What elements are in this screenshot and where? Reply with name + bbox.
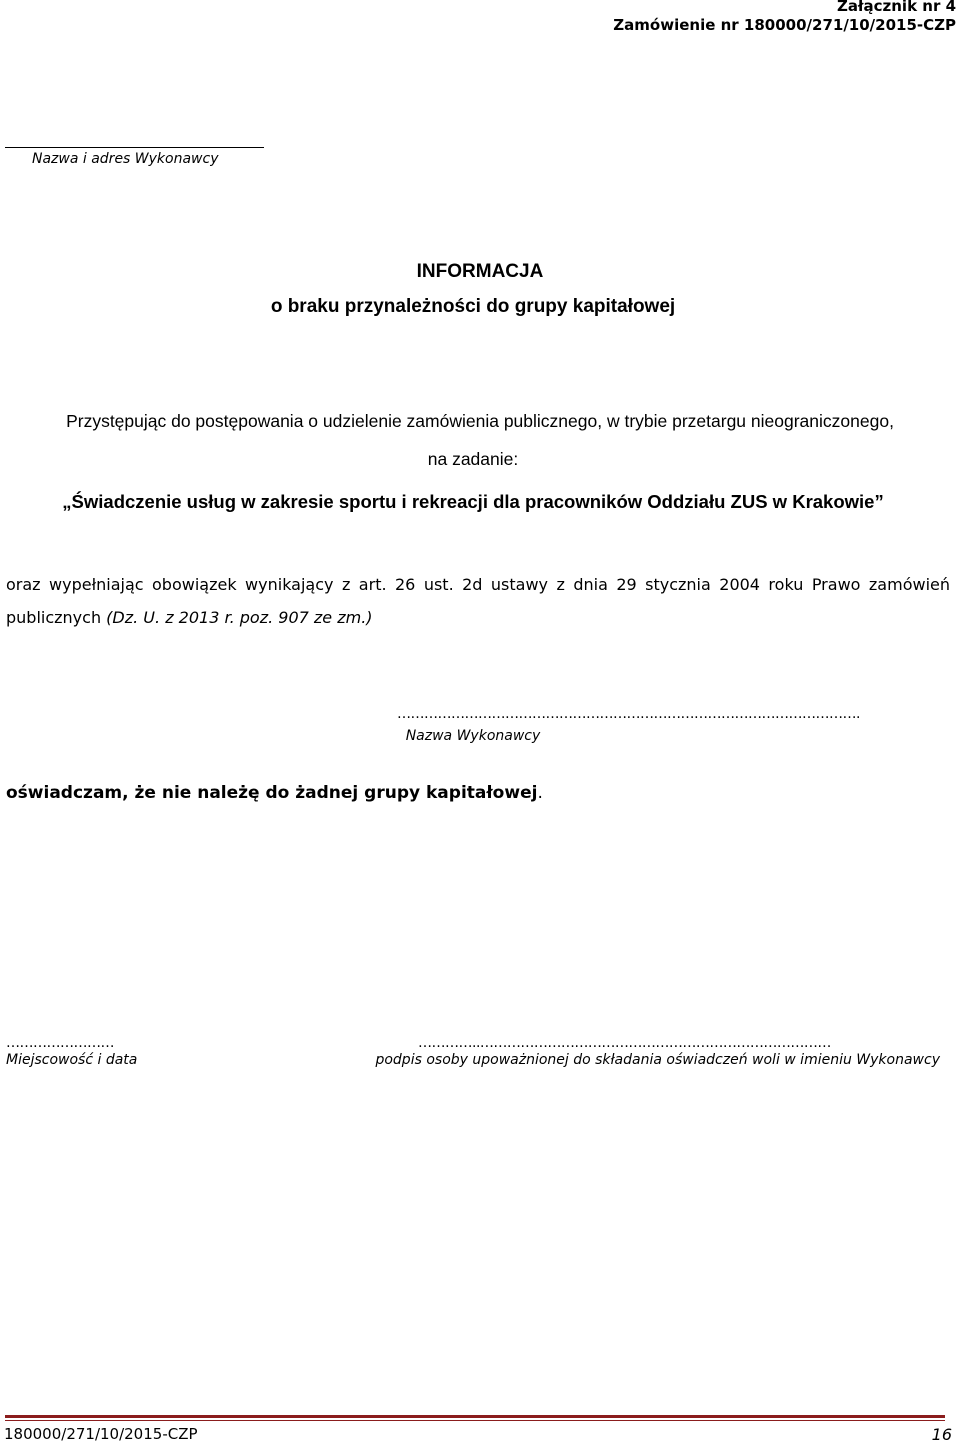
signature-label: podpis osoby upoważnionej do składania oświadczeń woli w imieniu Wykonawcy [375,1052,940,1068]
legal-basis-text: oraz wypełniając obowiązek wynikający z art. 26 ust. 2d ustawy z dnia 29 stycznia 2004 roku Prawo zamówień publicznych [6,575,950,627]
document-subtitle: o braku przynależności do grupy kapitałowej [270,296,676,317]
place-date-label: Miejscowość i data [6,1052,138,1068]
contractor-name-label: Nazwa Wykonawcy [405,728,541,744]
contractor-name-address-label: Nazwa i adres Wykonawcy [32,151,219,167]
signature-dots: …………..…………………………………………………………………… [418,1035,831,1051]
declaration-period: . [537,783,543,803]
place-date-dots: …………………… [6,1035,114,1051]
declaration-text: oświadczam, że nie należę do żadnej grupy kapitałowej [6,783,538,803]
task-label: na zadanie: [427,449,519,469]
footer-reference: 180000/271/10/2015-CZP [4,1425,198,1443]
task-title: „Świadczenie usług w zakresie sportu i rekreacji dla pracowników Oddziału ZUS w Krakowie” [62,491,884,512]
declaration-statement [6,783,543,803]
intro-sentence: Przystępując do postępowania o udzielenie zamówienia publicznego, w trybie przetargu nieograniczonego, [66,411,894,431]
footer-rule-thin [5,1420,945,1421]
legal-reference: (Dz. U. z 2013 r. poz. 907 ze zm.) [106,608,373,627]
contractor-signature-line [5,147,264,148]
annex-number: Załącznik nr 4 [836,0,956,15]
order-number: Zamówienie nr 180000/271/10/2015-CZP [613,16,956,34]
contractor-name-dots: …………………………………………………………………………………………. [397,706,860,722]
document-title: INFORMACJA [416,261,544,282]
page-number: 16 [931,1425,952,1444]
footer-rule [5,1415,945,1418]
legal-basis-paragraph [6,568,950,634]
